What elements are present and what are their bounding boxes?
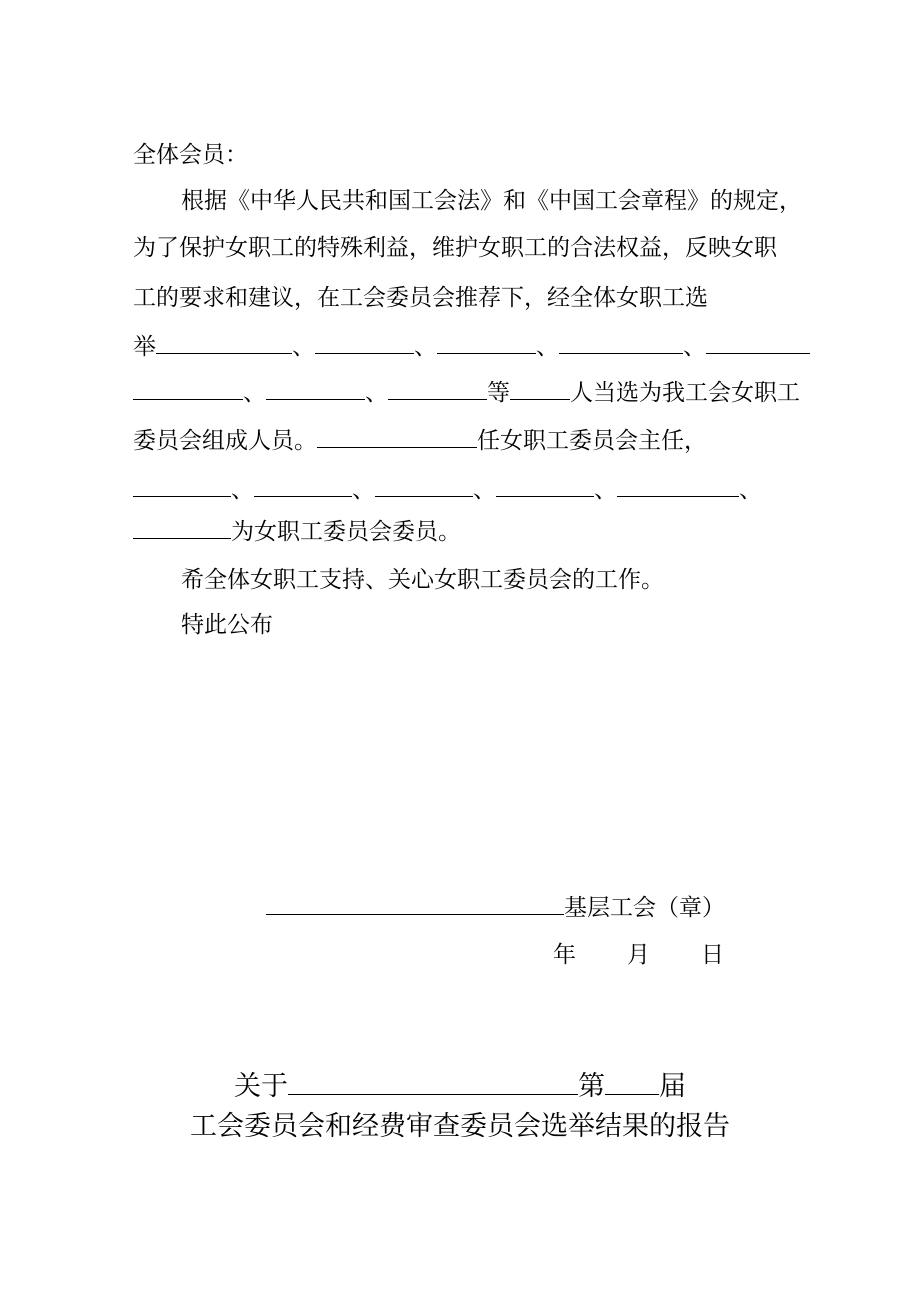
union-seal-label: 基层工会（章） <box>564 895 725 921</box>
paragraph-1-line-3: 工的要求和建议，在工会委员会推荐下，经全体女职工选 <box>133 285 708 311</box>
blank-field[interactable] <box>496 476 594 497</box>
blank-term[interactable] <box>605 1070 659 1095</box>
separator: 、 <box>473 477 496 503</box>
paragraph-2: 希全体女职工支持、关心女职工委员会的工作。 <box>181 567 664 593</box>
month-label: 月 <box>627 942 650 968</box>
separator: 、 <box>243 380 266 406</box>
paragraph-1-line-4 <box>133 332 810 362</box>
separator: 、 <box>352 477 375 503</box>
separator: 、 <box>536 334 559 360</box>
year-label: 年 <box>553 942 576 968</box>
blank-field[interactable] <box>133 476 231 497</box>
blank-field[interactable] <box>617 476 739 497</box>
separator: 、 <box>365 380 388 406</box>
text-deng: 等 <box>487 380 510 406</box>
paragraph-1-line-6 <box>133 426 707 456</box>
blank-field[interactable] <box>133 379 243 400</box>
paragraph-1-line-5 <box>133 378 800 408</box>
blank-chair[interactable] <box>317 427 477 448</box>
separator: 、 <box>414 334 437 360</box>
blank-field[interactable] <box>133 518 231 539</box>
blank-field[interactable] <box>437 333 536 354</box>
text-ju: 举 <box>133 334 156 360</box>
text-members: 委员会组成人员。 <box>133 428 317 454</box>
blank-field[interactable] <box>388 379 487 400</box>
signature-org-line <box>266 893 725 923</box>
blank-field[interactable] <box>156 333 292 354</box>
report-title-line-1 <box>0 1069 920 1105</box>
blank-field[interactable] <box>315 333 414 354</box>
title-di: 第 <box>578 1071 605 1102</box>
blank-field[interactable] <box>375 476 473 497</box>
blank-union-name[interactable] <box>266 894 564 915</box>
blank-field[interactable] <box>266 379 365 400</box>
text-committee-members: 为女职工委员会委员。 <box>231 519 461 545</box>
title-about: 关于 <box>234 1071 288 1102</box>
blank-field[interactable] <box>559 333 683 354</box>
paragraph-1-line-1: 根据《中华人民共和国工会法》和《中国工会章程》的规定， <box>181 188 802 214</box>
paragraph-1-line-2: 为了保护女职工的特殊利益，维护女职工的合法权益，反映女职 <box>133 235 777 261</box>
text-chair: 任女职工委员会主任， <box>477 428 707 454</box>
title-jie: 届 <box>659 1071 686 1102</box>
report-title-line-2: 工会委员会和经费审查委员会选举结果的报告 <box>190 1111 730 1142</box>
separator: 、 <box>683 334 706 360</box>
blank-field[interactable] <box>706 333 810 354</box>
paragraph-1-line-7 <box>133 475 762 505</box>
paragraph-3: 特此公布 <box>181 612 273 638</box>
separator: 、 <box>594 477 617 503</box>
day-label: 日 <box>701 942 724 968</box>
separator: 、 <box>231 477 254 503</box>
blank-field[interactable] <box>254 476 352 497</box>
blank-union-name[interactable] <box>288 1070 578 1095</box>
paragraph-1-line-8 <box>133 517 461 547</box>
separator: 、 <box>739 477 762 503</box>
date-line <box>553 940 724 970</box>
text-elected: 人当选为我工会女职工 <box>570 380 800 406</box>
separator: 、 <box>292 334 315 360</box>
salutation: 全体会员： <box>133 142 248 168</box>
blank-count[interactable] <box>510 379 570 400</box>
